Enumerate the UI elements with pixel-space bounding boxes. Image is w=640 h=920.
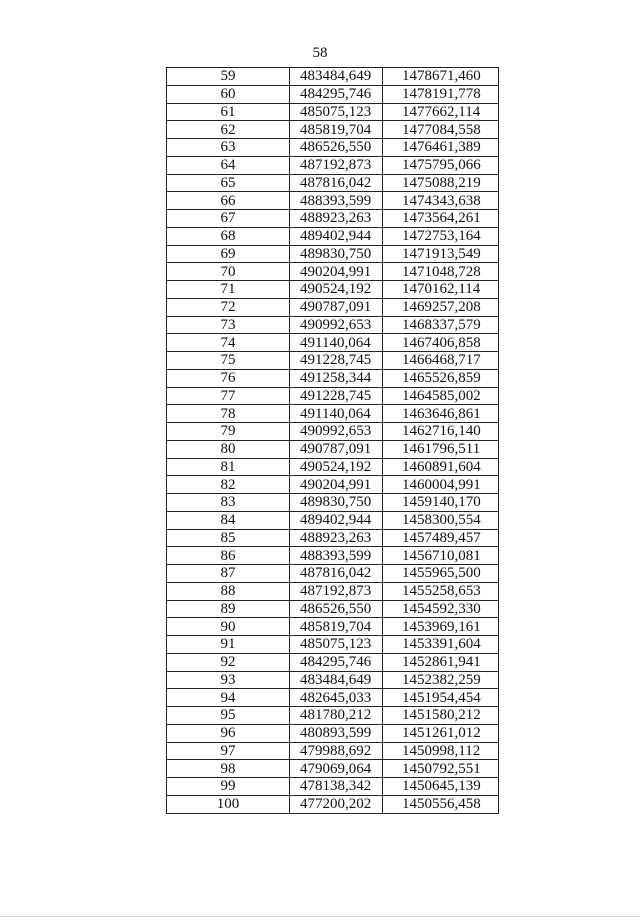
point-number-cell: 92 <box>167 653 290 671</box>
point-number-cell: 60 <box>167 85 290 103</box>
x-coordinate-cell: 490204,991 <box>290 476 383 494</box>
x-coordinate-cell: 488393,599 <box>290 547 383 565</box>
y-coordinate-cell: 1467406,858 <box>383 334 499 352</box>
point-number-cell: 67 <box>167 210 290 228</box>
table-row <box>167 387 499 405</box>
x-coordinate-cell: 481780,212 <box>290 707 383 725</box>
point-number-cell: 79 <box>167 423 290 441</box>
point-number-cell: 93 <box>167 671 290 689</box>
point-number-cell: 94 <box>167 689 290 707</box>
coordinates-table-body <box>167 68 499 814</box>
table-row <box>167 316 499 334</box>
point-number-cell: 77 <box>167 387 290 405</box>
point-number-cell: 62 <box>167 121 290 139</box>
y-coordinate-cell: 1473564,261 <box>383 210 499 228</box>
table-row <box>167 263 499 281</box>
point-number-cell: 91 <box>167 636 290 654</box>
x-coordinate-cell: 479988,692 <box>290 742 383 760</box>
y-coordinate-cell: 1461796,511 <box>383 440 499 458</box>
table-row <box>167 139 499 157</box>
x-coordinate-cell: 490204,991 <box>290 263 383 281</box>
y-coordinate-cell: 1463646,861 <box>383 405 499 423</box>
point-number-cell: 97 <box>167 742 290 760</box>
point-number-cell: 100 <box>167 795 290 813</box>
y-coordinate-cell: 1458300,554 <box>383 511 499 529</box>
x-coordinate-cell: 489402,944 <box>290 511 383 529</box>
y-coordinate-cell: 1450645,139 <box>383 778 499 796</box>
table-row <box>167 707 499 725</box>
point-number-cell: 75 <box>167 352 290 370</box>
x-coordinate-cell: 486526,550 <box>290 139 383 157</box>
x-coordinate-cell: 488923,263 <box>290 210 383 228</box>
table-row <box>167 423 499 441</box>
y-coordinate-cell: 1475795,066 <box>383 156 499 174</box>
x-coordinate-cell: 490787,091 <box>290 298 383 316</box>
x-coordinate-cell: 477200,202 <box>290 795 383 813</box>
table-row <box>167 724 499 742</box>
y-coordinate-cell: 1451954,454 <box>383 689 499 707</box>
table-row <box>167 636 499 654</box>
y-coordinate-cell: 1460004,991 <box>383 476 499 494</box>
point-number-cell: 76 <box>167 369 290 387</box>
table-row <box>167 227 499 245</box>
y-coordinate-cell: 1455965,500 <box>383 565 499 583</box>
point-number-cell: 70 <box>167 263 290 281</box>
table-row <box>167 689 499 707</box>
x-coordinate-cell: 485075,123 <box>290 103 383 121</box>
x-coordinate-cell: 489830,750 <box>290 494 383 512</box>
x-coordinate-cell: 491140,064 <box>290 334 383 352</box>
y-coordinate-cell: 1452382,259 <box>383 671 499 689</box>
point-number-cell: 72 <box>167 298 290 316</box>
y-coordinate-cell: 1457489,457 <box>383 529 499 547</box>
x-coordinate-cell: 485075,123 <box>290 636 383 654</box>
table-row <box>167 547 499 565</box>
coordinates-table <box>166 67 499 814</box>
point-number-cell: 81 <box>167 458 290 476</box>
table-row <box>167 334 499 352</box>
point-number-cell: 98 <box>167 760 290 778</box>
x-coordinate-cell: 487816,042 <box>290 174 383 192</box>
point-number-cell: 99 <box>167 778 290 796</box>
point-number-cell: 88 <box>167 582 290 600</box>
y-coordinate-cell: 1478191,778 <box>383 85 499 103</box>
y-coordinate-cell: 1453391,604 <box>383 636 499 654</box>
x-coordinate-cell: 488393,599 <box>290 192 383 210</box>
point-number-cell: 65 <box>167 174 290 192</box>
point-number-cell: 84 <box>167 511 290 529</box>
table-row <box>167 121 499 139</box>
point-number-cell: 68 <box>167 227 290 245</box>
x-coordinate-cell: 490524,192 <box>290 458 383 476</box>
y-coordinate-cell: 1451580,212 <box>383 707 499 725</box>
point-number-cell: 71 <box>167 281 290 299</box>
table-row <box>167 742 499 760</box>
table-row <box>167 245 499 263</box>
table-row <box>167 156 499 174</box>
y-coordinate-cell: 1478671,460 <box>383 68 499 86</box>
y-coordinate-cell: 1453969,161 <box>383 618 499 636</box>
x-coordinate-cell: 487192,873 <box>290 582 383 600</box>
table-row <box>167 298 499 316</box>
table-row <box>167 458 499 476</box>
y-coordinate-cell: 1450556,458 <box>383 795 499 813</box>
x-coordinate-cell: 490524,192 <box>290 281 383 299</box>
y-coordinate-cell: 1476461,389 <box>383 139 499 157</box>
table-row <box>167 600 499 618</box>
x-coordinate-cell: 482645,033 <box>290 689 383 707</box>
table-row <box>167 618 499 636</box>
point-number-cell: 74 <box>167 334 290 352</box>
y-coordinate-cell: 1462716,140 <box>383 423 499 441</box>
point-number-cell: 73 <box>167 316 290 334</box>
y-coordinate-cell: 1464585,002 <box>383 387 499 405</box>
x-coordinate-cell: 488923,263 <box>290 529 383 547</box>
table-row <box>167 210 499 228</box>
point-number-cell: 87 <box>167 565 290 583</box>
table-row <box>167 68 499 86</box>
point-number-cell: 89 <box>167 600 290 618</box>
table-row <box>167 281 499 299</box>
x-coordinate-cell: 491228,745 <box>290 352 383 370</box>
point-number-cell: 82 <box>167 476 290 494</box>
y-coordinate-cell: 1460891,604 <box>383 458 499 476</box>
point-number-cell: 78 <box>167 405 290 423</box>
y-coordinate-cell: 1469257,208 <box>383 298 499 316</box>
x-coordinate-cell: 478138,342 <box>290 778 383 796</box>
x-coordinate-cell: 486526,550 <box>290 600 383 618</box>
page-edge-line <box>0 916 640 917</box>
x-coordinate-cell: 480893,599 <box>290 724 383 742</box>
y-coordinate-cell: 1477084,558 <box>383 121 499 139</box>
y-coordinate-cell: 1452861,941 <box>383 653 499 671</box>
point-number-cell: 59 <box>167 68 290 86</box>
page-number: 58 <box>312 45 328 61</box>
table-row <box>167 405 499 423</box>
y-coordinate-cell: 1451261,012 <box>383 724 499 742</box>
x-coordinate-cell: 479069,064 <box>290 760 383 778</box>
table-row <box>167 760 499 778</box>
x-coordinate-cell: 483484,649 <box>290 671 383 689</box>
point-number-cell: 86 <box>167 547 290 565</box>
y-coordinate-cell: 1456710,081 <box>383 547 499 565</box>
table-row <box>167 529 499 547</box>
x-coordinate-cell: 489402,944 <box>290 227 383 245</box>
x-coordinate-cell: 485819,704 <box>290 121 383 139</box>
y-coordinate-cell: 1474343,638 <box>383 192 499 210</box>
point-number-cell: 90 <box>167 618 290 636</box>
x-coordinate-cell: 487192,873 <box>290 156 383 174</box>
y-coordinate-cell: 1455258,653 <box>383 582 499 600</box>
table-row <box>167 671 499 689</box>
point-number-cell: 66 <box>167 192 290 210</box>
x-coordinate-cell: 484295,746 <box>290 653 383 671</box>
x-coordinate-cell: 483484,649 <box>290 68 383 86</box>
table-row <box>167 511 499 529</box>
x-coordinate-cell: 490992,653 <box>290 423 383 441</box>
y-coordinate-cell: 1471048,728 <box>383 263 499 281</box>
table-row <box>167 103 499 121</box>
table-row <box>167 192 499 210</box>
point-number-cell: 80 <box>167 440 290 458</box>
y-coordinate-cell: 1466468,717 <box>383 352 499 370</box>
y-coordinate-cell: 1459140,170 <box>383 494 499 512</box>
x-coordinate-cell: 490787,091 <box>290 440 383 458</box>
x-coordinate-cell: 484295,746 <box>290 85 383 103</box>
y-coordinate-cell: 1450998,112 <box>383 742 499 760</box>
y-coordinate-cell: 1470162,114 <box>383 281 499 299</box>
y-coordinate-cell: 1471913,549 <box>383 245 499 263</box>
point-number-cell: 61 <box>167 103 290 121</box>
table-row <box>167 476 499 494</box>
y-coordinate-cell: 1468337,579 <box>383 316 499 334</box>
point-number-cell: 83 <box>167 494 290 512</box>
point-number-cell: 95 <box>167 707 290 725</box>
table-row <box>167 369 499 387</box>
point-number-cell: 64 <box>167 156 290 174</box>
y-coordinate-cell: 1475088,219 <box>383 174 499 192</box>
y-coordinate-cell: 1454592,330 <box>383 600 499 618</box>
table-row <box>167 174 499 192</box>
table-row <box>167 494 499 512</box>
x-coordinate-cell: 491140,064 <box>290 405 383 423</box>
y-coordinate-cell: 1477662,114 <box>383 103 499 121</box>
y-coordinate-cell: 1450792,551 <box>383 760 499 778</box>
x-coordinate-cell: 491228,745 <box>290 387 383 405</box>
x-coordinate-cell: 490992,653 <box>290 316 383 334</box>
y-coordinate-cell: 1465526,859 <box>383 369 499 387</box>
x-coordinate-cell: 487816,042 <box>290 565 383 583</box>
table-row <box>167 653 499 671</box>
table-row <box>167 440 499 458</box>
x-coordinate-cell: 489830,750 <box>290 245 383 263</box>
point-number-cell: 85 <box>167 529 290 547</box>
table-row <box>167 778 499 796</box>
table-row <box>167 85 499 103</box>
point-number-cell: 63 <box>167 139 290 157</box>
table-row <box>167 795 499 813</box>
x-coordinate-cell: 485819,704 <box>290 618 383 636</box>
table-row <box>167 565 499 583</box>
x-coordinate-cell: 491258,344 <box>290 369 383 387</box>
y-coordinate-cell: 1472753,164 <box>383 227 499 245</box>
table-row <box>167 352 499 370</box>
table-row <box>167 582 499 600</box>
point-number-cell: 69 <box>167 245 290 263</box>
point-number-cell: 96 <box>167 724 290 742</box>
